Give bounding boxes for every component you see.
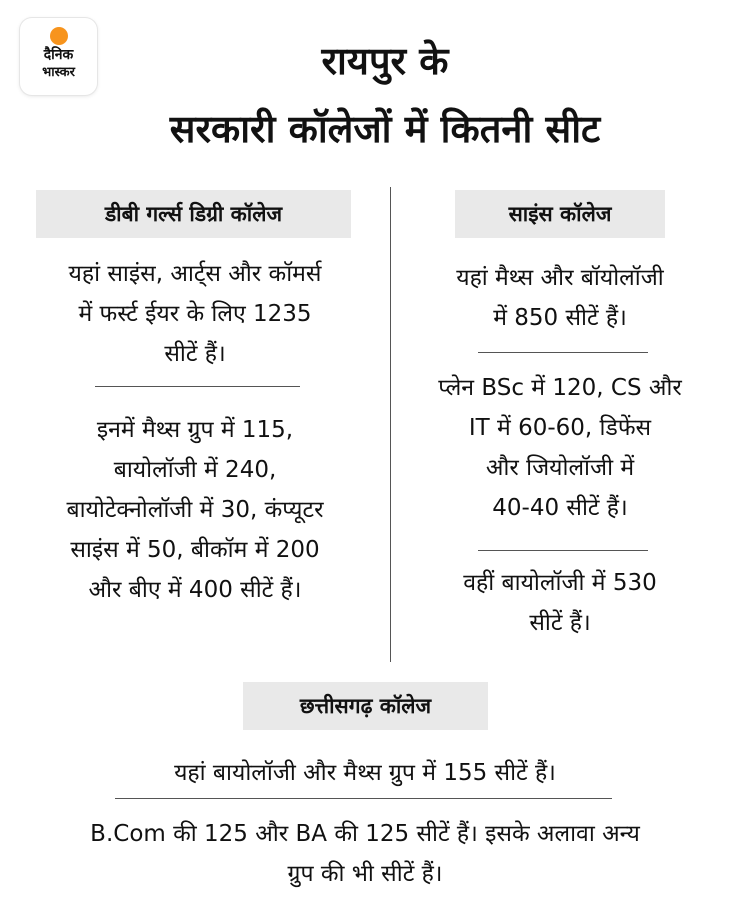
left-college-heading: डीबी गर्ल्स डिग्री कॉलेज <box>36 190 351 238</box>
text-line: यहां साइंस, आर्ट्स और कॉमर्स <box>68 261 322 287</box>
text-line: इनमें मैथ्स ग्रुप में 115, <box>96 417 294 443</box>
right-separator-1 <box>478 352 648 353</box>
logo-line-1: दैनिक <box>43 47 74 63</box>
text-line: B.Com की 125 और BA की 125 सीटें हैं। इसके अलावा अन्य <box>90 821 640 847</box>
column-divider <box>390 187 391 662</box>
text-line: बायोलॉजी में 240, <box>113 457 277 483</box>
right-paragraph-1 <box>400 258 720 338</box>
bottom-paragraph-1 <box>20 753 710 793</box>
sun-icon <box>50 27 68 45</box>
text-line: ग्रुप की भी सीटें हैं। <box>287 861 443 887</box>
page-title-line-1: रायपुर के <box>321 39 449 83</box>
text-line: IT में 60-60, डिफेंस <box>468 415 652 441</box>
right-college-heading: साइंस कॉलेज <box>455 190 665 238</box>
text-line: यहां बायोलॉजी और मैथ्स ग्रुप में 155 सीटें हैं। <box>174 760 556 786</box>
text-line: में फर्स्ट ईयर के लिए 1235 <box>78 301 312 327</box>
text-line: बायोटेक्नोलॉजी में 30, कंप्यूटर <box>66 497 324 523</box>
right-separator-2 <box>478 550 648 551</box>
page-title-line-2: सरकारी कॉलेजों में कितनी सीट <box>169 107 601 151</box>
logo-line-2: भास्कर <box>42 65 75 80</box>
bottom-college-heading: छत्तीसगढ़ कॉलेज <box>243 682 488 730</box>
text-line: साइंस में 50, बीकॉम में 200 <box>70 537 320 563</box>
text-line: वहीं बायोलॉजी में 530 <box>463 570 657 596</box>
text-line: सीटें हैं। <box>164 341 226 367</box>
text-line: और जियोलॉजी में <box>485 455 635 481</box>
text-line: प्लेन BSc में 120, CS और <box>438 375 682 401</box>
text-line: और बीए में 400 सीटें हैं। <box>88 577 302 603</box>
text-line: 40-40 सीटें हैं। <box>492 495 628 521</box>
right-paragraph-2 <box>400 368 720 528</box>
left-paragraph-2 <box>10 410 380 610</box>
text-line: यहां मैथ्स और बॉयोलॉजी <box>456 265 664 291</box>
bottom-separator <box>115 798 612 799</box>
right-paragraph-3 <box>400 563 720 643</box>
left-separator <box>95 386 300 387</box>
bottom-paragraph-2 <box>20 814 710 894</box>
text-line: सीटें हैं। <box>529 610 591 636</box>
text-line: में 850 सीटें हैं। <box>493 305 627 331</box>
left-paragraph-1 <box>10 254 380 374</box>
